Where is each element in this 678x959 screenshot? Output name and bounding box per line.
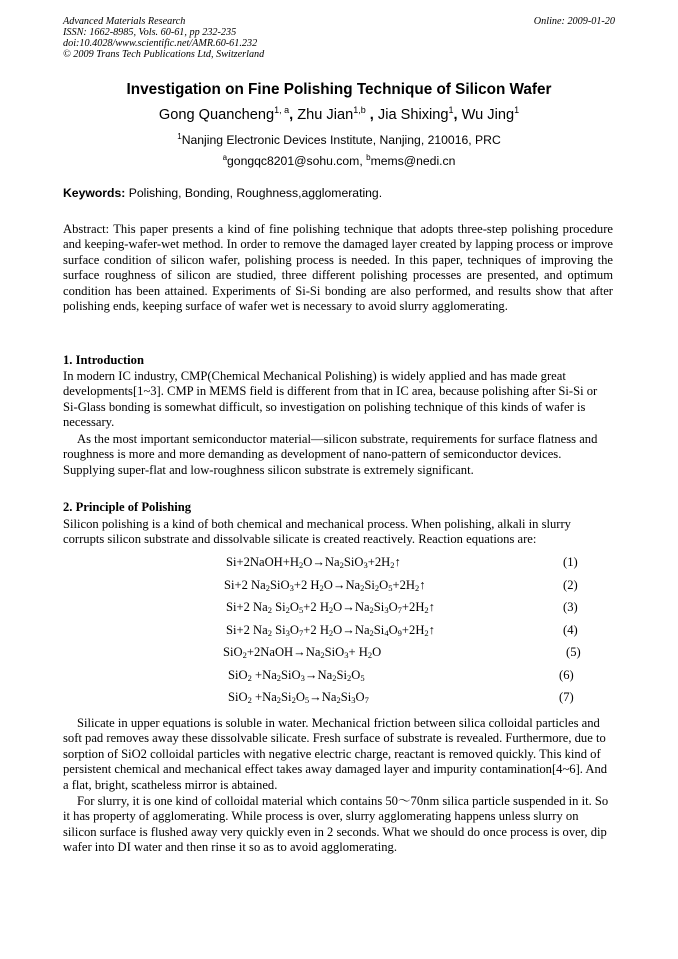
paragraph-text: For slurry, it is one kind of colloidal material which contains 50〜70nm silica particle suspended in it. So it has property of agglomerating. While process is over, slurry agglomerating happens unless slurry on silicon surface is flushed away very quickly even in 2 seconds. What we should do once process is over, dip wafer into DI water and then rinse it so as to avoid agglomerating. — [63, 794, 609, 855]
online-date: Online: 2009-01-20 — [533, 16, 615, 27]
email-sup: b — [366, 153, 371, 162]
author-sup: 1,b — [353, 105, 366, 115]
journal-header — [63, 16, 264, 60]
equation: $SiO_2 +Na_2SiO_3\to Na_2Si_2O_5$ — [228, 667, 365, 683]
paragraph — [63, 716, 613, 793]
paragraph — [63, 794, 613, 856]
email-link[interactable]: mems@nedi.cn — [370, 154, 456, 169]
section-heading: 1. Introduction — [63, 353, 144, 367]
keywords-label: Keywords: — [63, 186, 126, 200]
paragraph: As the most important semiconductor material—silicon substrate, requirements for surface flatness and roughness is more and more demanding as development of nano-pattern of semiconductor devices. Supplying super-flat and low-roughness silicon substrate is extremely significant. — [63, 432, 598, 477]
journal-name: Advanced Materials Research — [63, 16, 186, 27]
abstract: Abstract: This paper presents a kind of fine polishing technique that adopts three-step polishing procedure and keeping-wafer-wet method. In order to remove the damaged layer created by lapping process or improve surface condition of silicon wafer, polishing process is needed. In this paper, techniques of improving the surface roughness of silicon are studied, three different polishing processes are presented, and optimum condition has been attained. Experiments of Si-Si bonding are also performed, and results show that after polishing ends, keeping surface of wafer wet is necessary to avoid slurry agglomerating. — [63, 222, 613, 314]
equation: Si+2 $Na_2$ $Si_3O_7+2$ $H_2O\to Na_2Si_4O_9+2H_2↑$ — [226, 622, 435, 638]
journal-doi: doi:10.4028/www.scientific.net/AMR.60-61.232 — [63, 38, 258, 49]
equation: Si+2 $Na_2$ $Si_2O_5+2$ $H_2O\to Na_2Si_3O_7+2H_2↑$ — [226, 600, 435, 615]
journal-copyright: © 2009 Trans Tech Publications Ltd, Switzerland — [63, 49, 265, 60]
affiliation-sup: 1 — [177, 132, 182, 141]
equation-number: (2) — [563, 577, 578, 592]
author-name: Zhu Jian — [297, 106, 354, 123]
paper-title: Investigation on Fine Polishing Technique of Silicon Wafer — [126, 81, 552, 98]
equation-number: (4) — [563, 622, 578, 637]
affiliation-text: Nanjing Electronic Devices Institute, Nanjing, 210016, PRC — [181, 133, 501, 148]
equation-number: (3) — [563, 600, 578, 614]
equation-number: (7) — [559, 690, 574, 704]
author-name: Gong Quancheng — [158, 106, 275, 123]
affiliation — [0, 132, 678, 147]
equation: Si+2 $Na_2SiO_3+2$ $H_2O\to Na_2Si_2O_5+2H_2↑$ — [224, 577, 426, 593]
author-emails — [0, 153, 678, 168]
author-name: Wu Jing — [461, 106, 515, 123]
equation: $SiO_2+2NaOH\to Na_2SiO_3+ H_2O$ — [223, 645, 382, 660]
equation-number: (6) — [559, 667, 574, 682]
paragraph: Silicon polishing is a kind of both chemical and mechanical process. When polishing, alkali in slurry corrupts silicon substrate and dissolvable silicate is created reactively. Reaction equations are: — [63, 517, 571, 547]
equation-number: (1) — [563, 555, 578, 569]
author-sup: 1 — [448, 105, 454, 115]
equation: $Si+2NaOH+H_2O\to Na_2SiO_3+2H_2↑$ — [226, 555, 401, 570]
email-sup: a — [222, 153, 228, 162]
author-name: Jia Shixing — [377, 106, 449, 123]
equation-number: (5) — [566, 645, 581, 659]
section-heading: 2. Principle of Polishing — [63, 500, 192, 514]
author-sup: 1, a — [274, 105, 290, 115]
keywords — [63, 186, 382, 200]
equation: $SiO_2 +Na_2Si_2O_5\to Na_2Si_3O_7$ — [228, 690, 369, 705]
author-list: Gong Quancheng$^{1, a}$, Zhu Jian$^{1,b}$ , Jia Shixing$^1$, Wu Jing$^1$ — [158, 105, 520, 123]
journal-issn: ISSN: 1662-8985, Vols. 60-61, pp 232-235 — [63, 27, 237, 38]
paragraph: In modern IC industry, CMP(Chemical Mechanical Polishing) is widely applied and has made great developments[1~3]. CMP in MEMS field is different from that in IC area, because polishing after Si-Si or Si-Glass bonding is somewhat difficult, so investigation on polishing technique of this kinds of wafer is necessary. — [63, 369, 598, 430]
email-link[interactable]: gongqc8201@sohu.com, — [227, 154, 363, 169]
author-sup: 1 — [514, 105, 520, 115]
paragraph-text: Silicate in upper equations is soluble in water. Mechanical friction between silica colloidal particles and soft pad removes away these dissolvable silicate. Fresh surface of substrate is revealed. Furthermore, due to sorption of SiO2 colloidal particles with negative electric charge, reactant is removed quickly. This kind of persistent chemical and mechanical effect takes away damaged layer and impurity contamination[4~6]. And a flat, bright, scatheless mirror is abtained. — [63, 716, 608, 792]
keywords-text: Polishing, Bonding, Roughness,agglomerating. — [128, 186, 383, 200]
